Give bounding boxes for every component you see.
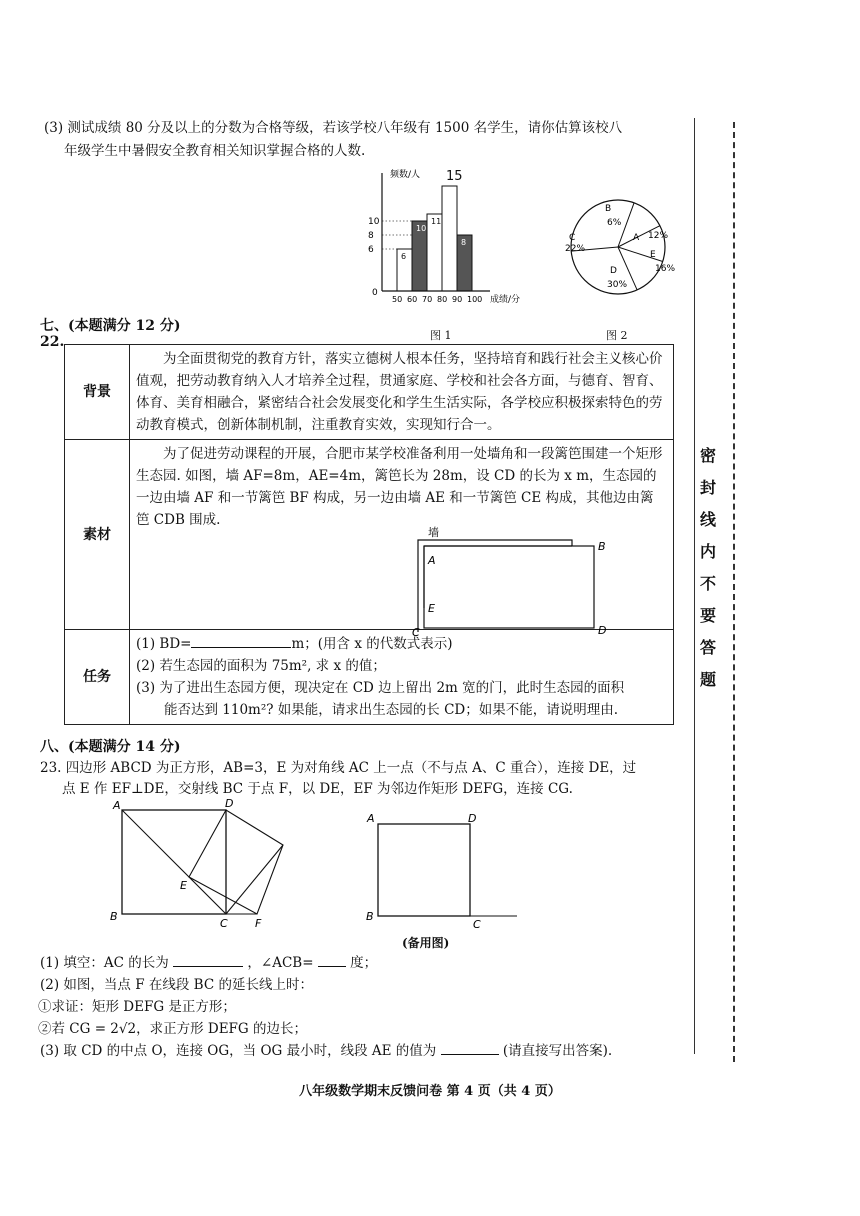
- x-tick-80: 80: [437, 295, 448, 304]
- section7-heading: 七、(本题满分 12 分): [40, 318, 181, 334]
- x-tick-50: 50: [392, 295, 403, 304]
- point-b: B: [598, 540, 606, 553]
- seal-char-6: 答: [699, 638, 716, 657]
- seal-char-1: 封: [699, 478, 716, 497]
- fig-point-e: E: [180, 879, 187, 892]
- q23-line2: 点 E 作 EF⊥DE，交射线 BC 于点 F，以 DE，EF 为邻边作矩形 DEFG，连接 CG.: [62, 781, 573, 797]
- y-tick-10: 10: [368, 217, 380, 227]
- x-axis-label: 成绩/分: [490, 295, 521, 305]
- backup-square: [378, 824, 470, 916]
- task1-suffix: m；(用含 x 的代数式表示): [291, 636, 453, 652]
- pie-slice-label-E: E: [650, 250, 656, 260]
- task1-blank[interactable]: [191, 647, 291, 648]
- pie-slice-value-D: 30%: [607, 280, 628, 290]
- pie-slice-label-A: A: [633, 233, 640, 243]
- seal-char-2: 线: [699, 510, 716, 529]
- backup-point-d: D: [468, 812, 477, 825]
- backup-point-a: A: [367, 812, 375, 825]
- x-tick-60: 60: [407, 295, 418, 304]
- p3-blank[interactable]: [441, 1054, 499, 1055]
- pie-slice-label-C: C: [569, 233, 576, 243]
- q23-part2-ii: ②若 CG = 2√2，求正方形 DEFG 的边长；: [38, 1021, 307, 1037]
- p3-prefix: (3) 取 CD 的中点 O，连接 OG，当 OG 最小时，线段 AE 的值为: [40, 1043, 437, 1059]
- seal-char-0: 密: [699, 446, 716, 465]
- x-tick-90: 90: [452, 295, 463, 304]
- x-tick-100: 100: [467, 295, 483, 304]
- task3-text-1: (3) 为了进出生态园方便，现决定在 CD 边上留出 2m 宽的门，此时生态园的面积: [136, 680, 625, 696]
- bar-80-90: [442, 186, 457, 291]
- q23-backup-figure: [365, 808, 525, 928]
- task1-prefix: (1) BD=: [136, 636, 192, 652]
- fig-point-a: A: [113, 799, 121, 812]
- q23-part1: [40, 952, 700, 974]
- p1-blank-ac[interactable]: [173, 966, 243, 967]
- y-tick-6: 6: [368, 245, 374, 255]
- seal-char-4: 不: [699, 574, 716, 593]
- backup-caption: (备用图): [402, 936, 450, 950]
- background-label: 背景: [65, 345, 130, 440]
- fig-point-d: D: [225, 797, 234, 810]
- bar-label-70-80: 11: [431, 217, 442, 226]
- point-e: E: [428, 602, 435, 615]
- margin-solid-line: [694, 118, 696, 1054]
- segment-cg: [226, 845, 283, 914]
- backup-point-b: B: [366, 910, 374, 923]
- garden-figure: [410, 526, 710, 636]
- garden-rect: [424, 546, 594, 628]
- pie-slice-value-C: 22%: [565, 244, 586, 254]
- point-c: C: [412, 626, 420, 636]
- pie-slice-value-E: 16%: [655, 264, 676, 274]
- seal-line-text: [698, 440, 718, 696]
- pie-chart: [555, 195, 685, 300]
- p3-suffix: (请直接写出答案).: [502, 1043, 613, 1059]
- diagonal-ac: [122, 810, 226, 914]
- q23-part2-i: ①求证：矩形 DEFG 是正方形；: [38, 999, 236, 1015]
- wall-label: 墙: [428, 526, 439, 539]
- pie-slice-value-B: 6%: [607, 218, 622, 228]
- p1-middle: ，∠ACB=: [247, 955, 314, 971]
- p1-blank-angle[interactable]: [318, 966, 346, 967]
- point-a: A: [428, 554, 436, 567]
- wall-outline: [418, 540, 572, 632]
- fig-point-b: B: [110, 910, 118, 923]
- pie-slice-label-D: D: [610, 266, 617, 276]
- q22-number: 22.: [40, 334, 65, 350]
- fig-point-c: C: [220, 917, 228, 930]
- q23-part3: [40, 1040, 720, 1062]
- fig2-caption: 图 2: [606, 329, 628, 342]
- pie-slice-label-B: B: [605, 204, 612, 214]
- point-d: D: [598, 624, 607, 636]
- seal-char-3: 内: [699, 542, 716, 561]
- y-axis-label: 频数/人: [390, 170, 421, 180]
- q22-table: [64, 344, 674, 725]
- section8-heading: 八、(本题满分 14 分): [40, 739, 181, 755]
- material-text: 为了促进劳动课程的开展，合肥市某学校准备利用一处墙角和一段篱笆围建一个矩形生态园. 如图，墙 AF=8m，AE=4m，篱笆长为 28m，设 CD 的长为 x m，生态园的一边由墙 AF 和一节篱笆 BF 构成，另一边由墙 AE 和一节篱笆 CE 构成，其他边由篱笆 CDB 围成.: [136, 446, 663, 528]
- backup-point-c: C: [473, 918, 481, 928]
- q23-main-figure: [105, 795, 285, 930]
- task2-text: (2) 若生态园的面积为 75m², 求 x 的值；: [136, 658, 386, 674]
- q21-part3-line2: 年级学生中暑假安全教育相关知识掌握合格的人数.: [64, 143, 366, 159]
- bar-label-90-100: 8: [461, 238, 467, 247]
- material-label: 素材: [65, 440, 130, 630]
- seal-char-5: 要: [699, 606, 716, 625]
- task3-text-2: 能否达到 110m²? 如果能，请求出生态园的长 CD；如果不能，请说明理由.: [164, 702, 619, 718]
- bar-label-50-60: 6: [401, 252, 407, 261]
- seal-char-7: 题: [699, 670, 716, 689]
- q23-line1: 23. 四边形 ABCD 为正方形，AB=3，E 为对角线 AC 上一点（不与点 A、C 重合），连接 DE，过: [40, 760, 637, 776]
- task-label: 任务: [65, 630, 130, 725]
- q23-part2: (2) 如图，当点 F 在线段 BC 的延长线上时：: [40, 977, 313, 993]
- page-footer: 八年级数学期末反馈问卷 第 4 页（共 4 页）: [299, 1084, 561, 1099]
- bar-label-80-90: 15: [446, 169, 463, 184]
- background-text: 为全面贯彻党的教育方针，落实立德树人根本任务，坚持培育和践行社会主义核心价值观，把劳动教育纳入人才培养全过程，贯通家庭、学校和社会各方面，与德育、智育、体育、美育相融合，紧密结合社会发展变化和学生生活实际，各学校应积极探索特色的劳动教育模式，创新体制机制，注重教育实效，实现知行合一。: [130, 345, 674, 440]
- pie-slice-value-A: 12%: [648, 231, 669, 241]
- q21-part3-line1: (3) 测试成绩 80 分及以上的分数为合格等级，若该学校八年级有 1500 名学生，请你估算该校八: [44, 120, 623, 136]
- fig-point-f: F: [255, 917, 262, 930]
- histogram-figure: [360, 165, 550, 310]
- fig1-caption: 图 1: [430, 329, 452, 342]
- y-tick-8: 8: [368, 231, 374, 241]
- p1-prefix: (1) 填空：AC 的长为: [40, 955, 169, 971]
- p1-suffix: 度；: [350, 955, 378, 971]
- pie-divider-2: [618, 247, 663, 262]
- x-tick-70: 70: [422, 295, 433, 304]
- bar-label-60-70: 10: [416, 224, 427, 233]
- margin-dashed-line: [733, 122, 736, 1062]
- origin-label: 0: [372, 288, 378, 298]
